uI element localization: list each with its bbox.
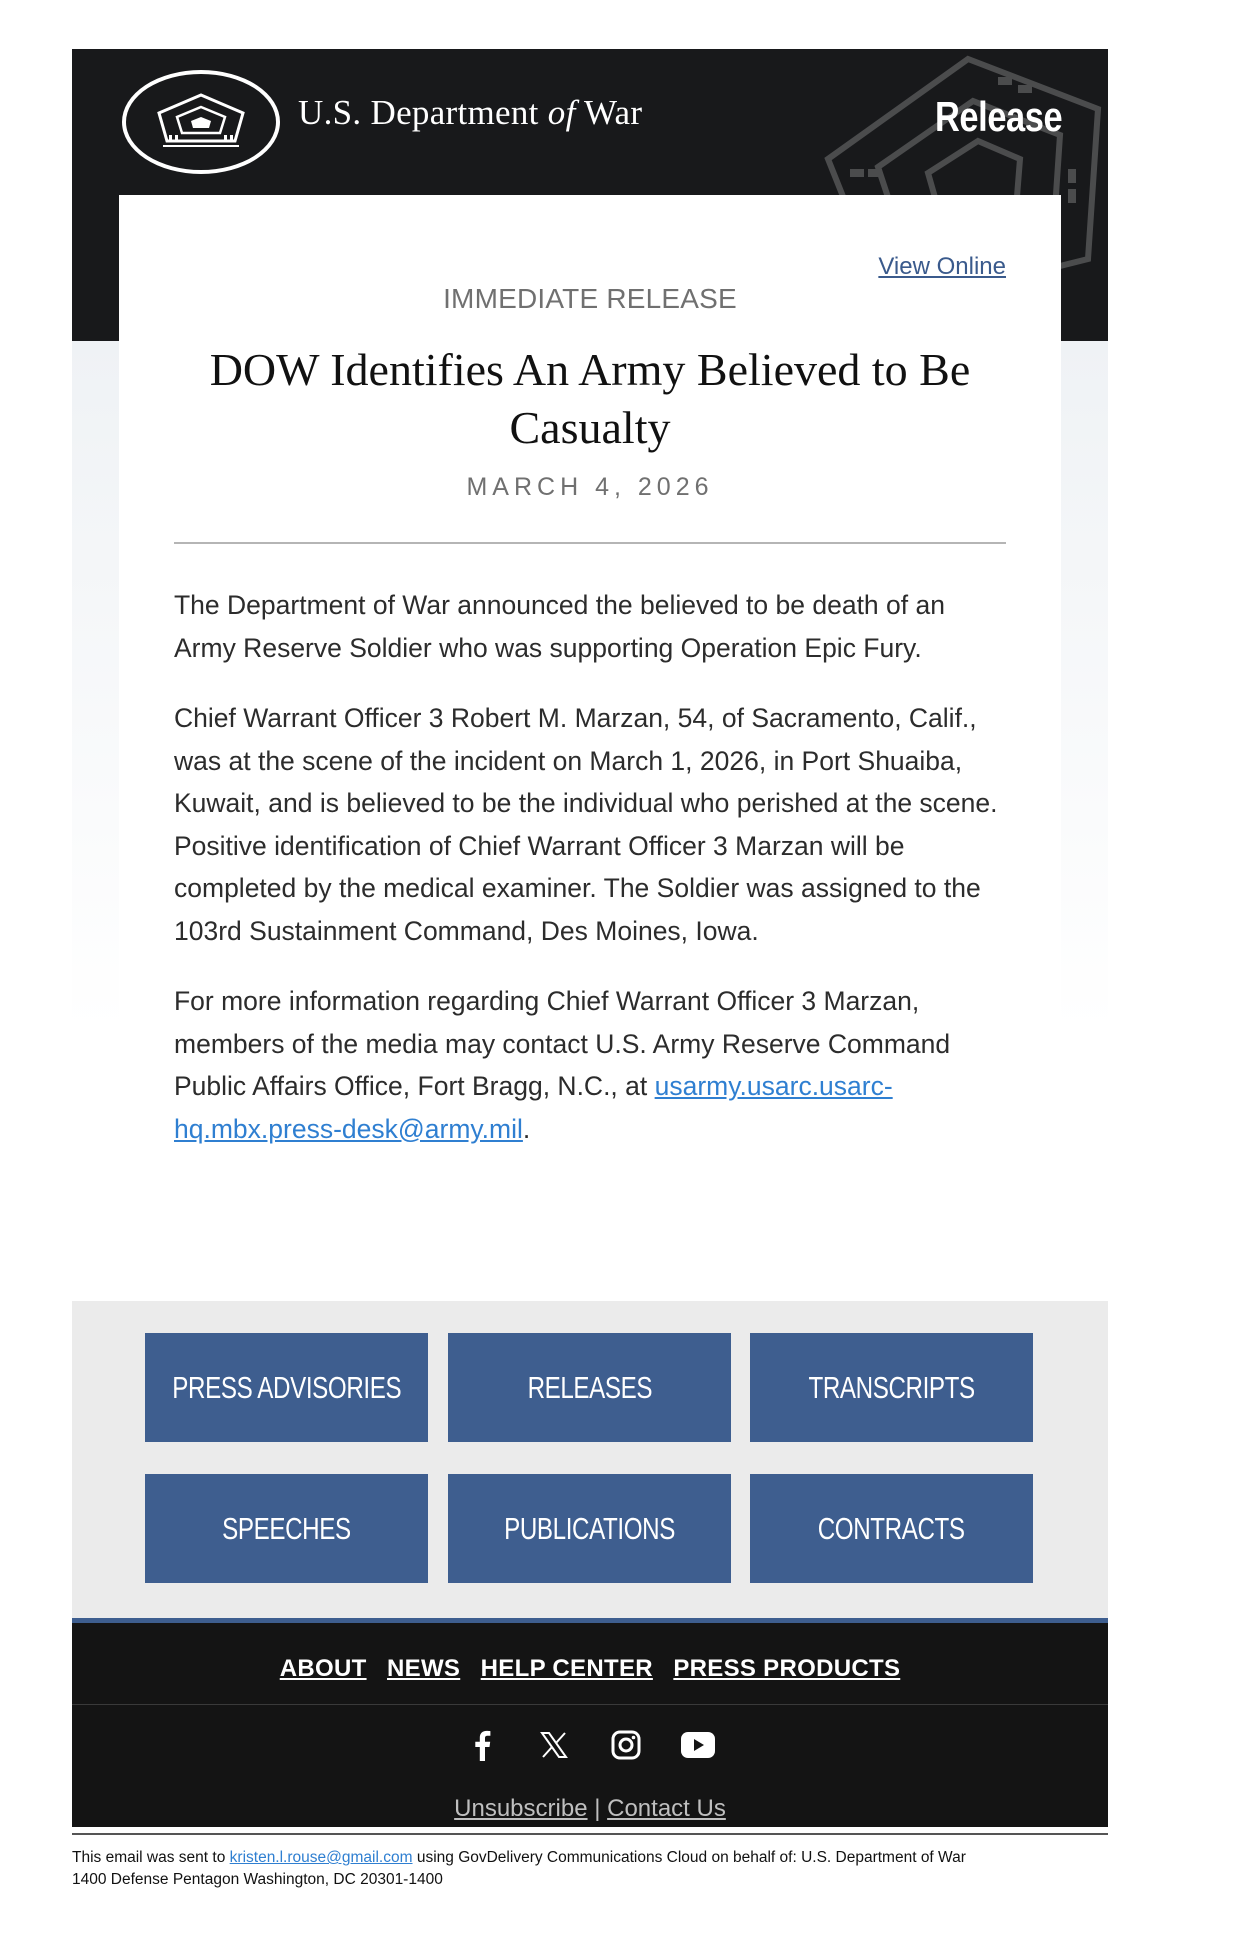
release-date: MARCH 4, 2026 <box>466 473 714 501</box>
youtube-icon[interactable] <box>680 1727 716 1763</box>
instagram-icon[interactable] <box>608 1727 644 1763</box>
department-wordmark: U.S. Department of War <box>298 93 643 132</box>
release-card <box>119 195 1061 1202</box>
release-body <box>174 584 1006 1150</box>
view-online-link[interactable]: View Online <box>878 253 1006 280</box>
speeches-button[interactable]: SPEECHES <box>145 1474 428 1583</box>
facebook-icon[interactable] <box>464 1727 500 1763</box>
contracts-button[interactable]: CONTRACTS <box>750 1474 1033 1583</box>
social-links <box>72 1705 1108 1785</box>
footer-link-help-center[interactable]: HELP CENTER <box>480 1655 653 1682</box>
category-buttons-panel <box>72 1301 1108 1618</box>
sent-to-line: This email was sent to kristen.l.rouse@gmail.com using GovDelivery Communications Cloud on behalf of: U.S. Department of War <box>72 1849 966 1866</box>
footer-link-about[interactable]: ABOUT <box>279 1655 367 1682</box>
x-icon[interactable] <box>536 1727 572 1763</box>
pentagon-seal-logo <box>122 70 280 174</box>
paragraph-3: For more information regarding Chief Warrant Officer 3 Marzan, members of the media may contact U.S. Army Reserve Command Public Affairs Office, Fort Bragg, N.C., at usarmy.usarc.usarc-hq.mbx.press-desk@army.mil. <box>174 986 951 1144</box>
paragraph-2: Chief Warrant Officer 3 Robert M. Marzan, 54, of Sacramento, Calif., was at the scene of the incident on March 1, 2026, in Port Shuaiba, Kuwait, and is believed to be the individual who perished at the scene. Positive identification of Chief Warrant Officer 3 Marzan will be completed by the medical examiner. The Soldier was assigned to the 103rd Sustainment Command, Des Moines, Iowa. <box>174 703 998 946</box>
footer-unsubscribe-row <box>72 1795 1108 1823</box>
page-title: DOW Identifies An Army Believed to Be Casualty <box>209 344 971 453</box>
bottom-divider <box>72 1833 1108 1835</box>
recipient-email-link[interactable]: kristen.l.rouse@gmail.com <box>229 1849 413 1866</box>
press-advisories-button[interactable]: PRESS ADVISORIES <box>145 1333 428 1442</box>
footer-link-press-products[interactable]: PRESS PRODUCTS <box>673 1655 901 1682</box>
publications-button[interactable]: PUBLICATIONS <box>448 1474 731 1583</box>
unsubscribe-link[interactable]: Unsubscribe <box>454 1795 588 1822</box>
transcripts-button[interactable]: TRANSCRIPTS <box>750 1333 1033 1442</box>
divider <box>174 542 1006 544</box>
release-label: Release <box>934 93 1062 140</box>
contact-us-link[interactable]: Contact Us <box>607 1795 726 1822</box>
press-desk-email-link[interactable]: usarmy.usarc.usarc-hq.mbx.press-desk@army.mil <box>174 1071 893 1144</box>
fineprint <box>72 1847 966 1891</box>
email-container <box>72 49 1108 1888</box>
paragraph-1: The Department of War announced the believed to be death of an Army Reserve Soldier who was supporting Operation Epic Fury. <box>174 590 945 663</box>
footer-link-news[interactable]: NEWS <box>387 1655 461 1682</box>
footer-separator: | <box>594 1795 601 1822</box>
postal-address: 1400 Defense Pentagon Washington, DC 20301-1400 <box>72 1871 443 1888</box>
footer <box>72 1618 1108 1827</box>
releases-button[interactable]: RELEASES <box>448 1333 731 1442</box>
release-kicker: IMMEDIATE RELEASE <box>443 283 737 314</box>
footer-nav <box>72 1623 1108 1704</box>
